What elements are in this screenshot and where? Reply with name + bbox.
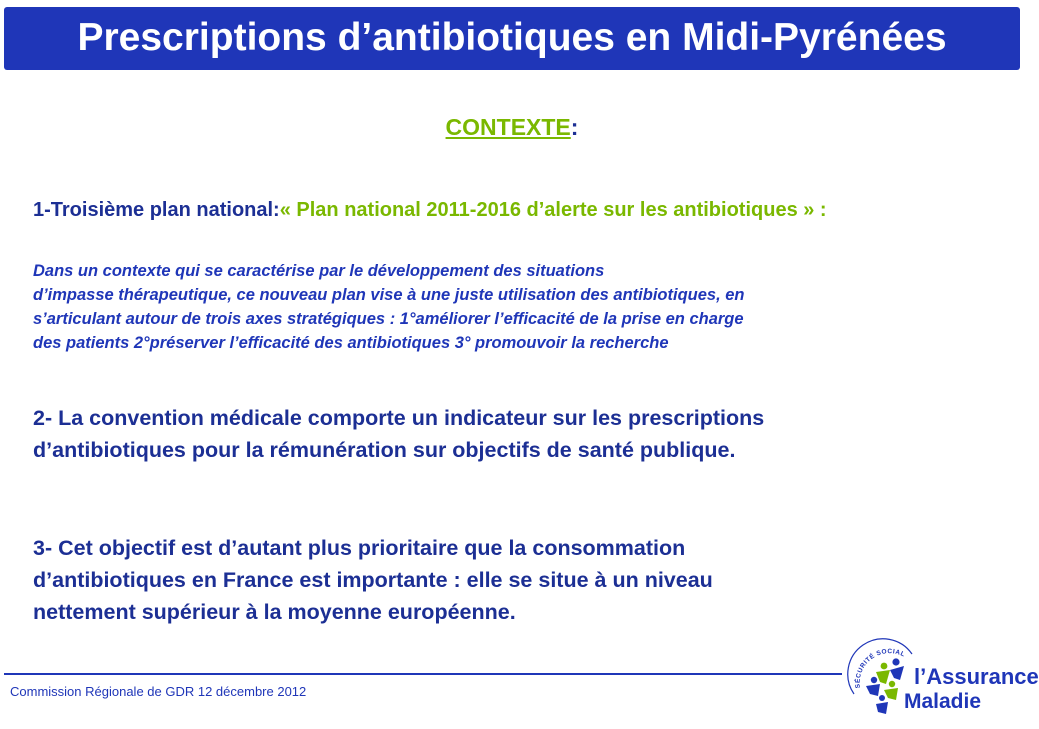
section-heading-colon: : (570, 114, 579, 140)
point-1-description-line: d’impasse thérapeutique, ce nouveau plan vise à une juste utilisation des antibiotiques, en (33, 286, 745, 304)
footer-text: Commission Régionale de GDR 12 décembre 2012 (10, 684, 307, 699)
point-3-line: 3- Cet objectif est d’autant plus prioritaire que la consommation (33, 536, 686, 560)
logo-arc-text: SÉCURITÉ SOCIAL (854, 648, 907, 689)
assurance-maladie-logo (838, 636, 1039, 724)
section-heading-label: CONTEXTE (445, 114, 571, 140)
point-3-line: d’antibiotiques en France est importante : elle se situe à un niveau (33, 568, 713, 592)
logo-text-maladie: Maladie (904, 690, 982, 713)
point-1-lead: 1-Troisième plan national: (33, 199, 280, 221)
point-2-line: d’antibiotiques pour la rémunération sur objectifs de santé publique. (33, 438, 736, 462)
point-2-line: 2- La convention médicale comporte un indicateur sur les prescriptions (33, 406, 765, 430)
section-heading (0, 113, 1024, 141)
title-bar (4, 7, 1020, 70)
point-3-line: nettement supérieur à la moyenne européenne. (33, 600, 516, 624)
page-title: Prescriptions d’antibiotiques en Midi-Pyrénées (77, 16, 947, 59)
point-1-heading (33, 195, 988, 225)
point-2 (33, 402, 983, 466)
point-1-description-line: des patients 2°préserver l’efficacité des antibiotiques 3° promouvoir la recherche (33, 334, 669, 352)
point-1-description-line: s’articulant autour de trois axes stratégiques : 1°améliorer l’efficacité de la prise en charge (33, 310, 744, 328)
footer-divider (4, 673, 842, 675)
point-1-quote: « Plan national 2011-2016 d’alerte sur les antibiotiques » : (279, 199, 827, 221)
point-1-description (33, 259, 993, 355)
point-3 (33, 532, 983, 628)
logo-text-assurance: l’Assurance (914, 664, 1039, 689)
point-1-description-line: Dans un contexte qui se caractérise par le développement des situations (33, 262, 605, 280)
